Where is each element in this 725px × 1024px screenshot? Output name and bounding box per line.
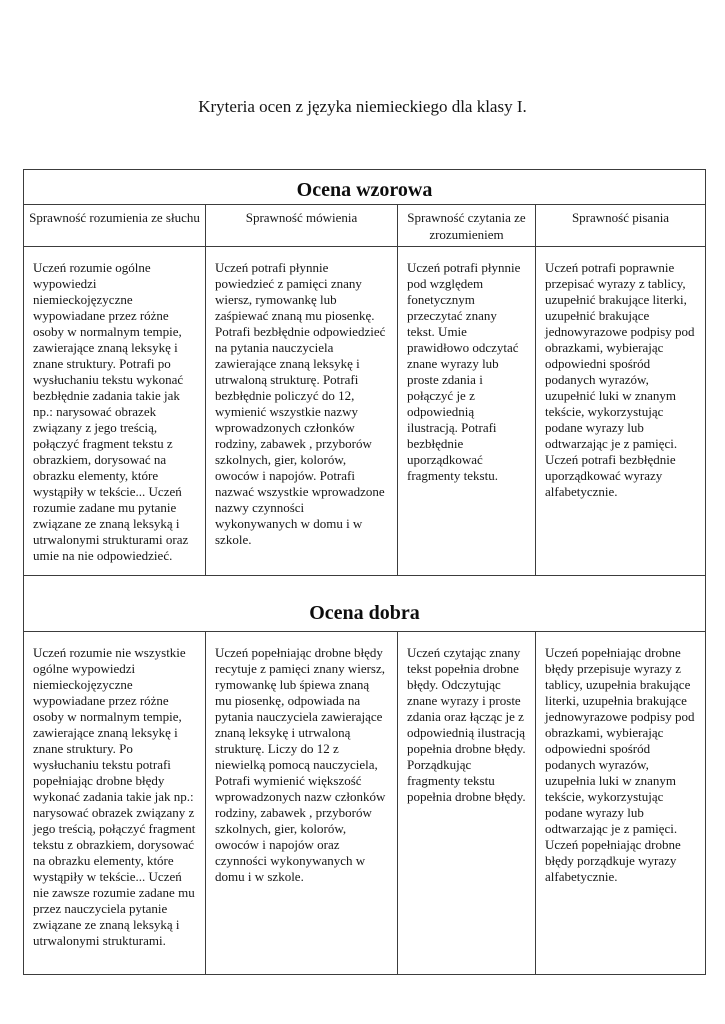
cell-dobra-writing: Uczeń popełniając drobne błędy przepisuje wyrazy z tablicy, uzupełnia brakujące literki, uzupełnia brakujące jednowyrazowe podpisy pod obrazkami, wybierając odpowiedni spośród podanych wyrazów, uzupełnia luki w znanym tekście, wykorzystując podane wyrazy lub odtwarzając je z pamięci. Uczeń popełniając drobne błędy porządkuje wyrazy alfabetycznie. xyxy=(536,632,706,975)
criteria-table xyxy=(23,169,706,975)
cell-wzorowa-writing: Uczeń potrafi poprawnie przepisać wyrazy z tablicy, uzupełnić brakujące literki, uzupełnić brakujące jednowyrazowe podpisy pod obrazkami, wybierając odpowiedni spośród podanych wyrazów, uzupełnić luki w znanym tekście, wykorzystując podane wyrazy lub odtwarzając je z pamięci. Uczeń potrafi bezbłędnie uporządkować wyrazy alfabetycznie. xyxy=(536,247,706,576)
column-header-writing: Sprawność pisania xyxy=(536,205,706,247)
cell-dobra-reading: Uczeń czytając znany tekst popełnia drobne błędy. Odczytując znane wyrazy i proste zdania oraz łącząc je z odpowiednią ilustracją popełnia drobne błędy. Porządkując fragmenty tekstu popełnia drobne błędy. xyxy=(398,632,536,975)
body-row-dobra xyxy=(24,632,706,975)
column-header-reading: Sprawność czytania ze zrozumieniem xyxy=(398,205,536,247)
cell-wzorowa-reading: Uczeń potrafi płynnie pod względem fonetycznym przeczytać znany tekst. Umie prawidłowo odczytać znane wyrazy lub proste zdania i połączyć je z odpowiednią ilustracją. Potrafi bezbłędnie uporządkować fragmenty tekstu. xyxy=(398,247,536,576)
cell-wzorowa-speaking: Uczeń potrafi płynnie powiedzieć z pamięci znany wiersz, rymowankę lub zaśpiewać znaną mu piosenkę. Potrafi bezbłędnie odpowiedzieć na pytania nauczyciela zawierające znaną leksykę i utrwaloną strukturę. Potrafi bezbłędnie policzyć do 12, wymienić wszystkie nazwy wprowadzonych członków rodziny, zabawek , przyborów szkolnych, gier, kolorów, owoców i napojów. Potrafi nazwać wszystkie wprowadzone nazwy czynności wykonywanych w domu i w szkole. xyxy=(206,247,398,576)
section-heading-dobra: Ocena dobra xyxy=(24,576,706,632)
section-row-wzorowa xyxy=(24,170,706,205)
cell-dobra-listening: Uczeń rozumie nie wszystkie ogólne wypowiedzi niemieckojęzyczne wypowiadane przez różne osoby w normalnym tempie, zawierające znaną leksykę i znane struktury. Po wysłuchaniu tekstu potrafi popełniając drobne błędy wykonać zadania takie jak np.: narysować obrazek związany z jego treścią, połączyć fragment tekstu z obrazkiem, dorysować na obrazku elementy, które wystąpiły w tekście... Uczeń nie zawsze rozumie zadane mu przez nauczyciela pytanie związane ze znaną leksyką i utrwalonymi strukturami. xyxy=(24,632,206,975)
column-header-row xyxy=(24,205,706,247)
cell-dobra-speaking: Uczeń popełniając drobne błędy recytuje z pamięci znany wiersz, rymowankę lub śpiewa znaną mu piosenkę, odpowiada na pytania nauczyciela zawierające znaną leksykę i utrwaloną strukturę. Liczy do 12 z niewielką pomocą nauczyciela, Potrafi wymienić większość wprowadzonych nazw członków rodziny, zabawek , przyborów szkolnych, gier, kolorów, owoców i napojów oraz czynności wykonywanych w domu i w szkole. xyxy=(206,632,398,975)
column-header-listening: Sprawność rozumienia ze słuchu xyxy=(24,205,206,247)
column-header-speaking: Sprawność mówienia xyxy=(206,205,398,247)
body-row-wzorowa xyxy=(24,247,706,576)
section-heading-wzorowa: Ocena wzorowa xyxy=(24,170,706,205)
section-row-dobra xyxy=(24,576,706,632)
page-title: Kryteria ocen z języka niemieckiego dla klasy I. xyxy=(198,97,527,116)
cell-wzorowa-listening: Uczeń rozumie ogólne wypowiedzi niemieckojęzyczne wypowiadane przez różne osoby w normalnym tempie, zawierające znaną leksykę i znane struktury. Potrafi po wysłuchaniu tekstu wykonać bezbłędnie zadania takie jak np.: narysować obrazek związany z jego treścią, połączyć fragment tekstu z obrazkiem, dorysować na obrazku elementy, które wystąpiły w tekście... Uczeń rozumie zadane mu pytanie związane ze znaną leksyką i utrwalonymi strukturami oraz umie na nie odpowiedzieć. xyxy=(24,247,206,576)
